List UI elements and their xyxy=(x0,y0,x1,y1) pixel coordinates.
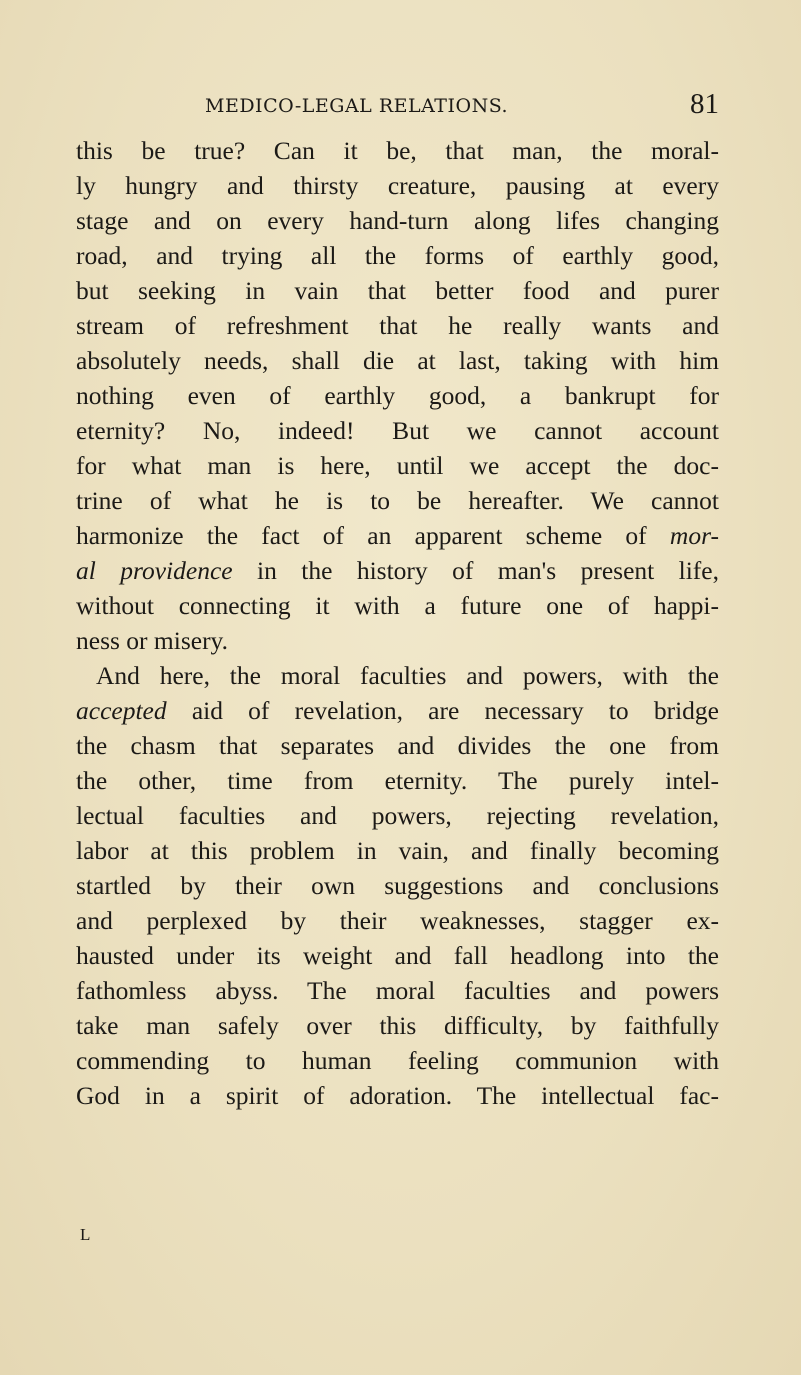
text-line: hausted under its weight and fall headlong into the xyxy=(76,941,719,970)
text-segment: harmonize the fact of an apparent scheme of xyxy=(76,521,670,550)
text-line: nothing even of earthly good, a bankrupt for xyxy=(76,381,719,410)
text-line: the other, time from eternity. The purely intel- xyxy=(76,766,719,795)
text-line: lectual faculties and powers, rejecting revelation, xyxy=(76,801,719,830)
text-line: take man safely over this difficulty, by faithfully xyxy=(76,1011,719,1040)
text-line: labor at this problem in vain, and finally becoming xyxy=(76,836,719,865)
italic-phrase: al providence xyxy=(76,556,233,585)
text-line: but seeking in vain that better food and purer xyxy=(76,276,719,305)
page-number: 81 xyxy=(690,88,719,120)
text-line: startled by their own suggestions and conclusions xyxy=(76,871,719,900)
text-line: absolutely needs, shall die at last, taking with him xyxy=(76,346,719,375)
text-line: God in a spirit of adoration. The intellectual fac- xyxy=(76,1081,719,1110)
text-line: the chasm that separates and divides the one from xyxy=(76,731,719,760)
signature-mark: L xyxy=(80,1225,91,1244)
text-line: stage and on every hand-turn along lifes changing xyxy=(76,206,719,235)
text-line-mixed xyxy=(76,553,719,588)
text-line: fathomless abyss. The moral faculties and powers xyxy=(76,976,719,1005)
text-line: for what man is here, until we accept the doc- xyxy=(76,451,719,480)
text-line: stream of refreshment that he really wants and xyxy=(76,311,719,340)
text-line: ly hungry and thirsty creature, pausing at every xyxy=(76,171,719,200)
text-line: ness or misery. xyxy=(76,626,229,655)
italic-phrase: mor- xyxy=(669,521,719,550)
text-line: this be true? Can it be, that man, the moral- xyxy=(76,136,719,165)
body-text xyxy=(76,133,719,1113)
italic-phrase: accepted xyxy=(76,696,167,725)
text-line-mixed xyxy=(76,518,719,553)
text-line: and perplexed by their weaknesses, stagger ex- xyxy=(76,906,719,935)
text-line: And here, the moral faculties and powers, with the xyxy=(96,661,719,690)
text-segment: aid of revelation, are necessary to bridge xyxy=(166,696,719,725)
text-line: road, and trying all the forms of earthly good, xyxy=(76,241,719,270)
running-head: MEDICO-LEGAL RELATIONS. xyxy=(205,95,509,117)
text-line: commending to human feeling communion with xyxy=(76,1046,719,1075)
text-line-mixed xyxy=(76,693,719,728)
text-line: eternity? No, indeed! But we cannot account xyxy=(76,416,719,445)
text-segment: in the history of man's present life, xyxy=(232,556,719,585)
text-line: trine of what he is to be hereafter. We cannot xyxy=(76,486,719,515)
text-line: without connecting it with a future one of happi- xyxy=(76,591,719,620)
